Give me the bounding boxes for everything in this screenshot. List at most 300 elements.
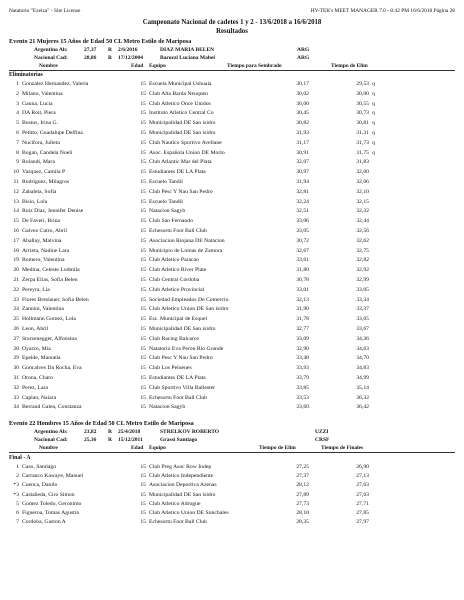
site-license-text: Natatorio "Ezeiza" - Site License <box>9 8 81 14</box>
team: Club San Fernando <box>149 218 193 225</box>
table-row <box>9 248 455 257</box>
age: 15 <box>140 130 146 136</box>
place: 7 <box>16 139 19 146</box>
swimmer-name: Zannini, Valentina <box>22 306 64 313</box>
seed-time: 27,37 <box>296 473 309 480</box>
table-row <box>9 464 455 473</box>
place: 8 <box>16 149 19 156</box>
seed-time: 27,89 <box>296 491 309 498</box>
record-org: UZZI <box>315 429 329 435</box>
seed-time: 33,48 <box>296 355 309 362</box>
age: 15 <box>140 208 146 215</box>
final-time: 33,65 <box>356 316 369 323</box>
record-code: R <box>108 47 112 53</box>
table-row <box>9 385 455 394</box>
place: 2 <box>16 473 19 480</box>
age: 15 <box>140 473 146 480</box>
record-label: Nacional Cad: <box>34 437 68 443</box>
age: 15 <box>140 149 146 156</box>
seed-time: 32,90 <box>296 345 309 352</box>
table-row <box>9 169 455 178</box>
col-seed: Tiempo para Sembrado <box>227 63 282 69</box>
col-name: Nombre <box>39 63 58 69</box>
team: Club Alta Barda Neuquen <box>149 90 208 97</box>
place: 4 <box>16 110 19 117</box>
team: Asociacion Riojana DE Natacion <box>149 237 225 244</box>
table-row <box>9 404 455 413</box>
swimmer-name: Aballay, Malvina <box>22 237 62 244</box>
table-row <box>9 306 455 315</box>
team: Municipio de Lomas de Zamora <box>149 247 223 254</box>
seed-time: 28,12 <box>296 482 309 489</box>
team: Club Atletico Paracao <box>149 257 199 264</box>
qualifier: q <box>372 149 375 156</box>
age: 15 <box>140 139 146 146</box>
swimmer-name: Orona, Charo <box>22 375 53 381</box>
team: Esc. Municipal de Esquel <box>149 316 208 323</box>
team: Club Pesc Y Nau San Pedro <box>149 355 213 362</box>
record-org: ARG <box>297 55 310 61</box>
seed-time: 30,97 <box>296 169 309 176</box>
age: 15 <box>140 188 146 195</box>
place: 31 <box>13 375 19 381</box>
record-org: ARG <box>297 47 310 53</box>
team: Natacion Sagyb <box>149 208 186 215</box>
final-time: 30,81 <box>356 120 369 127</box>
swimmer-name: Gauna, Lucia <box>22 100 53 107</box>
seed-time: 31,94 <box>296 179 309 185</box>
place: 28 <box>13 345 19 352</box>
final-time: 30,73 <box>356 110 369 117</box>
col-team: Equipo <box>149 445 166 451</box>
table-row <box>9 130 455 139</box>
age: 15 <box>140 110 146 117</box>
col-final: Tiempo de Finales <box>321 445 364 451</box>
seed-time: 32,77 <box>296 326 309 332</box>
record-time: 25,36 <box>84 437 97 443</box>
team: Echesortu Foot Ball Club <box>149 228 207 234</box>
place: 33 <box>13 394 19 401</box>
swimmer-name: Bustos, Irina G. <box>22 120 59 127</box>
age: 15 <box>140 375 146 381</box>
final-time: 34,36 <box>356 335 369 342</box>
final-time: 32,06 <box>356 179 369 185</box>
col-final: Tiempo de Elim <box>331 63 368 69</box>
final-time: 36,42 <box>356 404 369 411</box>
page-header <box>9 8 455 16</box>
event-21-column-headers <box>9 63 455 71</box>
age: 15 <box>140 277 146 283</box>
swimmer-name: Caso, Santiago <box>22 464 57 470</box>
final-time: 31,75 <box>356 149 369 156</box>
final-time: 30,55 <box>356 100 369 107</box>
qualifier: q <box>372 110 375 117</box>
section-eliminatorias: Eliminatorias <box>9 72 43 78</box>
table-row <box>9 159 455 168</box>
age: 15 <box>140 228 146 234</box>
table-row <box>9 91 455 100</box>
record-time: 27,37 <box>84 47 97 53</box>
event-22-title: Evento 22 Hombres 15 Años de Edad 50 CL Metro Estilo de Mariposa <box>9 420 194 427</box>
final-time: 34,99 <box>356 375 369 381</box>
qualifier: q <box>372 139 375 146</box>
record-date: 17/12/2004 <box>118 55 144 61</box>
record-org: CRSF <box>315 437 330 443</box>
table-row <box>9 277 455 286</box>
place: 2 <box>16 90 19 97</box>
swimmer-name: Carranco Kawaye, Manuel <box>22 473 84 480</box>
age: 15 <box>140 286 146 293</box>
record-code: R <box>108 55 112 61</box>
event-22-column-headers <box>9 445 455 453</box>
table-row <box>9 316 455 325</box>
age: 15 <box>140 482 146 489</box>
place: 29 <box>13 355 19 362</box>
place: *3 <box>13 491 19 498</box>
age: 15 <box>140 159 146 166</box>
age: 15 <box>140 355 146 362</box>
table-row <box>9 473 455 482</box>
final-time: 32,56 <box>356 228 369 234</box>
team: Club Atlantic Mar del Plata <box>149 159 212 166</box>
table-row <box>9 375 455 384</box>
place: 22 <box>13 286 19 293</box>
swimmer-name: Galvez Cutro, Abril <box>22 228 68 234</box>
seed-time: 33,60 <box>296 404 309 411</box>
seed-time: 31,80 <box>296 267 309 274</box>
swimmer-name: Sturzenegger, Alfonsina <box>22 335 77 342</box>
seed-time: 28,35 <box>296 519 309 526</box>
record-date: 25/4/2018 <box>118 429 141 435</box>
final-time: 32,44 <box>356 218 369 225</box>
final-time: 33,67 <box>356 326 369 332</box>
swimmer-name: Bogan, Candela Noeli <box>22 149 73 156</box>
team: Club Los Peluenes <box>149 365 192 372</box>
final-time: 27,71 <box>356 500 369 507</box>
team: Instituto Atletico Central Co <box>149 110 214 117</box>
col-team: Equipo <box>149 63 166 69</box>
age: 15 <box>140 464 146 470</box>
final-time: 32,92 <box>356 267 369 274</box>
team: Club Atletico Union DE Sunchales <box>149 510 229 516</box>
record-holder: Barozzi Luciana Mabel <box>160 55 215 61</box>
place: 5 <box>16 120 19 127</box>
seed-time: 28,10 <box>296 510 309 516</box>
age: 15 <box>140 316 146 323</box>
table-row <box>9 101 455 110</box>
seed-time: 30,78 <box>296 277 309 283</box>
swimmer-name: Gonzalez Hernandez, Valeria <box>22 81 89 87</box>
event-21-title: Evento 21 Mujeres 15 Años de Edad 50 CL Metro Estilo de Mariposa <box>9 38 192 45</box>
team: Estudiantes DE LA Plata <box>149 169 206 176</box>
swimmer-name: Milano, Valentina <box>22 90 63 97</box>
table-row <box>9 365 455 374</box>
seed-time: 30,91 <box>296 149 309 156</box>
age: 15 <box>140 257 146 264</box>
team: Club Atletico Union DE San isidro <box>149 306 229 313</box>
place: 13 <box>13 198 19 205</box>
seed-time: 32,67 <box>296 247 309 254</box>
team: Club Atletico Independiente <box>149 473 214 480</box>
swimmer-name: Gomez Toledo, Geronimo <box>22 500 82 507</box>
swimmer-name: Arrieta, Nadine Lara <box>22 247 70 254</box>
final-time: 33,05 <box>356 286 369 293</box>
section-final-a: Final - A <box>9 455 31 461</box>
table-row <box>9 326 455 335</box>
seed-time: 33,85 <box>296 384 309 391</box>
place: 10 <box>13 169 19 176</box>
table-row <box>9 395 455 404</box>
age: 15 <box>140 120 146 127</box>
record-time: 28,86 <box>84 55 97 61</box>
seed-time: 32,51 <box>296 208 309 215</box>
age: 15 <box>140 365 146 372</box>
swimmer-name: Hollmann Gomez, Lola <box>22 316 76 323</box>
team: Estudiantes DE LA Plata <box>149 375 206 381</box>
age: 15 <box>140 179 146 185</box>
seed-time: 30,82 <box>296 120 309 127</box>
meet-title: Campeonato Nacional de cadetes 1 y 2 - 13/6/2018 a 16/6/2018 <box>142 19 322 26</box>
place: 12 <box>13 188 19 195</box>
place: 1 <box>16 464 19 470</box>
table-row <box>9 120 455 129</box>
swimmer-name: De Faveri, Brina <box>22 218 61 225</box>
age: 15 <box>140 384 146 391</box>
final-time: 32,62 <box>356 237 369 244</box>
qualifier: q <box>372 120 375 127</box>
age: 15 <box>140 394 146 401</box>
swimmer-name: Bisio, Lola <box>22 198 48 205</box>
record-code: R <box>108 429 112 435</box>
table-row <box>9 267 455 276</box>
final-time: 32,15 <box>356 198 369 205</box>
final-time: 29,53 <box>356 81 369 87</box>
place: 23 <box>13 296 19 303</box>
col-age: Edad <box>131 445 144 451</box>
team: Municipalidad DE San isidro <box>149 326 216 332</box>
record-holder: DIAZ MARIA BELEN <box>160 47 215 53</box>
place: 32 <box>13 384 19 391</box>
seed-time: 33,01 <box>296 286 309 293</box>
final-time: 27,85 <box>356 510 369 516</box>
place: 30 <box>13 365 19 372</box>
place: 19 <box>13 257 19 264</box>
col-age: Edad <box>131 63 144 69</box>
swimmer-name: DA Roit, Piera <box>22 110 56 117</box>
seed-time: 27,73 <box>296 500 309 507</box>
team: Municipalidad DE San isidro <box>149 120 216 127</box>
table-row <box>9 482 455 491</box>
swimmer-name: Caplan, Naiara <box>22 394 57 401</box>
swimmer-name: Rodriguez, Milagros <box>22 179 70 185</box>
team: Club Pesc Y Nau San Pedro <box>149 188 213 195</box>
final-time: 32,00 <box>356 169 369 176</box>
results-subtitle: Resultados <box>216 28 248 35</box>
swimmer-name: Oyarzo, Mia <box>22 345 51 352</box>
place: 15 <box>13 218 19 225</box>
final-time: 32,32 <box>356 208 369 215</box>
place: 34 <box>13 404 19 411</box>
age: 15 <box>140 345 146 352</box>
seed-time: 33,79 <box>296 375 309 381</box>
swimmer-name: Castañeda, Ciro Simon <box>22 491 75 498</box>
team: Club Central Cordoba <box>149 277 200 283</box>
seed-time: 27,25 <box>296 464 309 470</box>
software-info-text: HY-TEK's MEET MANAGER 7.0 - 8:42 PM 16/6/2018 Página 28 <box>310 8 455 14</box>
swimmer-name: Vazquez, Camila P <box>22 169 66 176</box>
swimmer-name: Romero, Valentina <box>22 257 65 264</box>
table-row <box>9 501 455 510</box>
table-row <box>9 257 455 266</box>
col-name: Nombre <box>39 445 58 451</box>
final-time: 31,83 <box>356 159 369 166</box>
swimmer-name: Figueroa, Tomas Agustin <box>22 510 80 516</box>
seed-time: 33,53 <box>296 394 309 401</box>
place: 7 <box>16 519 19 526</box>
age: 15 <box>140 198 146 205</box>
swimmer-name: Berraud Galea, Constanza <box>22 404 82 411</box>
qualifier: q <box>372 100 375 107</box>
place: 14 <box>13 208 19 215</box>
place: 26 <box>13 326 19 332</box>
final-time: 33,37 <box>356 306 369 313</box>
place: 17 <box>13 237 19 244</box>
qualifier: q <box>372 81 375 87</box>
swimmer-name: Zerpa Elias, Sofia Belen <box>22 277 78 283</box>
table-row <box>9 81 455 90</box>
place: 18 <box>13 247 19 254</box>
seed-time: 33,05 <box>296 228 309 234</box>
table-row <box>9 297 455 306</box>
final-time: 32,99 <box>356 277 369 283</box>
seed-time: 31,90 <box>296 306 309 313</box>
table-row <box>9 346 455 355</box>
age: 15 <box>140 81 146 87</box>
final-time: 34,70 <box>356 355 369 362</box>
team: Asociacion Deportiva Azenas <box>149 482 217 489</box>
swimmer-name: Zabaleta, Sofia <box>22 188 57 195</box>
seed-time: 33,93 <box>296 365 309 372</box>
age: 15 <box>140 491 146 498</box>
seed-time: 32,81 <box>296 188 309 195</box>
record-holder: Grassi Santiago <box>160 437 198 443</box>
seed-time: 33,09 <box>296 335 309 342</box>
table-row <box>9 355 455 364</box>
place: 16 <box>13 228 19 234</box>
table-row <box>9 179 455 188</box>
qualifier: q <box>372 130 375 136</box>
age: 15 <box>140 326 146 332</box>
record-date: 2/6/2016 <box>118 47 138 53</box>
seed-time: 30,00 <box>296 100 309 107</box>
place: 11 <box>13 179 19 185</box>
table-row <box>9 492 455 501</box>
team: Sociedad Empleados De Comercio <box>149 296 229 303</box>
final-time: 27,13 <box>356 473 369 480</box>
table-row <box>9 228 455 237</box>
qualifier: q <box>372 90 375 97</box>
swimmer-name: Cordoba, Gaston A <box>22 519 66 526</box>
table-row <box>9 238 455 247</box>
age: 15 <box>140 404 146 411</box>
place: 25 <box>13 316 19 323</box>
seed-time: 30,45 <box>296 110 309 117</box>
seed-time: 31,78 <box>296 316 309 323</box>
age: 15 <box>140 296 146 303</box>
table-row <box>9 189 455 198</box>
record-label: Argentino Ab: <box>34 429 68 435</box>
seed-time: 30,72 <box>296 237 309 244</box>
col-seed: Tiempo de Elim <box>259 445 296 451</box>
place: *3 <box>13 482 19 489</box>
table-row <box>9 110 455 119</box>
record-date: 15/12/2011 <box>118 437 143 443</box>
age: 15 <box>140 510 146 516</box>
seed-time: 32,07 <box>296 159 309 166</box>
final-time: 32,10 <box>356 188 369 195</box>
place: 9 <box>16 159 19 166</box>
table-row <box>9 336 455 345</box>
table-row <box>9 218 455 227</box>
record-holder: STRELKOV ROBERTO <box>160 429 220 435</box>
final-time: 27,63 <box>356 482 369 489</box>
swimmer-name: Goncalves Da Rocha, Eva <box>22 365 82 372</box>
team: Club Preg Asoc Row Indep <box>149 464 212 470</box>
final-time: 32,82 <box>356 257 369 264</box>
team: Club Atletico Once Unidos <box>149 100 211 107</box>
seed-time: 30,02 <box>296 90 309 97</box>
table-row <box>9 519 455 528</box>
age: 15 <box>140 519 146 526</box>
record-code: R <box>108 437 112 443</box>
swimmer-name: Perez, Lara <box>22 384 48 391</box>
table-row <box>9 510 455 519</box>
final-time: 31,31 <box>356 130 369 136</box>
table-row <box>9 199 455 208</box>
team: Club Atletico Adrogue <box>149 500 201 507</box>
team: Club Atletico Provincial <box>149 286 205 293</box>
final-time: 35,14 <box>356 384 369 391</box>
place: 24 <box>13 306 19 313</box>
place: 6 <box>16 510 19 516</box>
place: 6 <box>16 130 19 136</box>
team: Escuelo Tandil <box>149 198 183 205</box>
team: Natatorio Eva Peron Rio Grande <box>149 345 224 352</box>
team: Echesortu Foot Ball Club <box>149 519 207 526</box>
team: Municipalidad DE San isidro <box>149 491 216 498</box>
swimmer-name: Cuenca, Danilo <box>22 482 58 489</box>
final-time: 36,32 <box>356 394 369 401</box>
seed-time: 30,17 <box>296 81 309 87</box>
final-time: 26,90 <box>356 464 369 470</box>
team: Club Nautico Sportivo Avellane <box>149 139 222 146</box>
place: 21 <box>13 277 19 283</box>
swimmer-name: Ruiz Diaz, Jennifer Denise <box>22 208 84 215</box>
age: 15 <box>140 247 146 254</box>
final-time: 30,00 <box>356 90 369 97</box>
final-time: 34,63 <box>356 345 369 352</box>
swimmer-name: Petitto, Guadalupe Delfina <box>22 130 83 136</box>
record-label: Argentino Ab: <box>34 47 68 53</box>
swimmer-name: Nucifora, Julieta <box>22 139 60 146</box>
swimmer-name: Rolandi, Mara <box>22 159 55 166</box>
seed-time: 33,06 <box>296 218 309 225</box>
table-row <box>9 208 455 217</box>
age: 15 <box>140 100 146 107</box>
seed-time: 31,17 <box>296 139 309 146</box>
team: Asoc. Española Union DE Morlo <box>149 149 225 156</box>
place: 1 <box>16 81 19 87</box>
